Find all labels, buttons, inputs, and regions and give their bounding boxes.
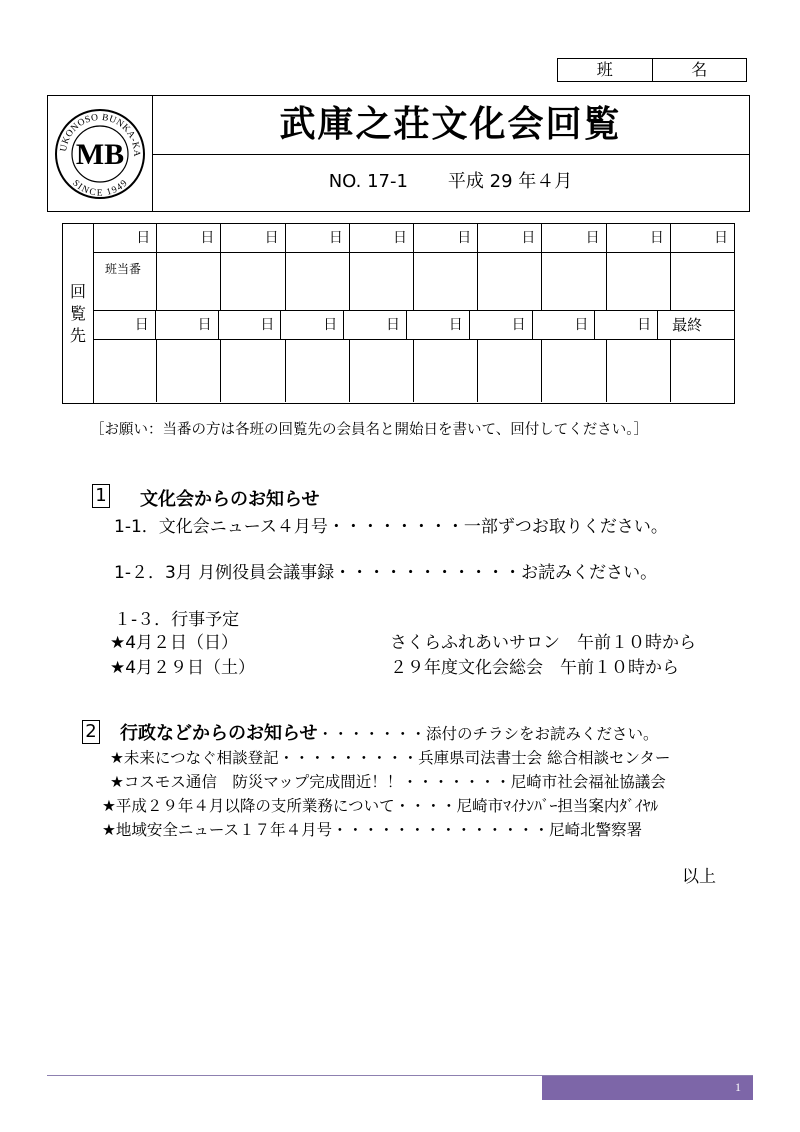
date-cell: 日 [281,311,344,339]
events-heading: １-３．行事予定 [114,610,240,630]
name-cell [607,339,671,402]
circulation-label [63,224,94,403]
date-cell: 日 [595,311,658,339]
name-label: 名 [691,60,708,79]
section-2-heading-line [120,719,658,745]
event-date: ★4月２日（日） [110,633,239,653]
date-cell: 日 [93,224,157,252]
date-cell: 日 [607,224,671,252]
date-cell: 日 [156,311,219,339]
name-cell [478,252,542,310]
footer-bar [542,1076,753,1100]
name-cell [671,252,734,310]
final-cell: 最終 [672,316,703,334]
date-cell: 日 [219,311,282,339]
date-cell: 日 [93,311,156,339]
logo-bottom-text: SINCE 1949 [70,178,130,199]
section-2-number: 2 [82,720,100,744]
section-1-number: 1 [92,484,110,508]
logo-monogram: MB [75,138,125,171]
date-cell: 日 [470,311,533,339]
date-cell: 日 [714,230,729,246]
name-cell [93,252,157,310]
date-cell: 日 [221,224,285,252]
duty-label: 班当番 [105,262,142,276]
circulation-label-char: 回 [69,281,86,301]
name-cell [414,339,478,402]
section-1-item: 1-２．3月 月例役員会議事録・・・・・・・・・・・お読みください。 [114,563,658,583]
circulation-label-char: 覧 [69,303,86,323]
name-cell [286,339,350,402]
section-2-item: ★地域安全ニュース１７年４月号・・・・・・・・・・・・・・尼崎北警察署 [102,821,643,839]
event-desc: さくらふれあいサロン 午前１０時から [390,633,696,653]
group-label: 班 [558,59,653,81]
name-cell [157,252,221,310]
date-cell: 日 [414,224,478,252]
date-cell: 日 [542,224,606,252]
section-2-item: ★未来につなぐ相談登記・・・・・・・・・兵庫県司法書士会 総合相談センター [110,749,671,767]
request-note: ［お願い：当番の方は各班の回覧先の会員名と開始日を書いて、回付してください。］ [90,422,648,438]
section-2-item: ★コスモス通信 防災マップ完成間近！！・・・・・・・尼崎市社会福祉協議会 [110,773,666,791]
circulation-grid [93,224,734,403]
date-cell: 日 [478,224,542,252]
issue-date: 平成 29 年４月 [447,171,573,192]
issue-info [152,154,749,211]
date-cell: 日 [407,311,470,339]
name-cell [221,252,285,310]
name-cell [350,252,414,310]
logo-top-text: UKONOSO BUNKA-KA [58,112,142,158]
page-title: 武庫之荘文化会回覧 [152,96,749,155]
name-cell [542,339,606,402]
name-cell [671,339,734,402]
name-cell [414,252,478,310]
name-row-1 [93,252,734,311]
mb-seal-logo [48,96,152,210]
name-cell [350,339,414,402]
page-number: 1 [735,1080,741,1094]
date-row-2 [93,311,734,340]
name-cell [93,339,157,402]
name-cell [542,252,606,310]
date-row-1 [93,224,734,253]
svg-text:SINCE 1949 [70,178,130,198]
name-cell [286,252,350,310]
name-cell [607,252,671,310]
date-cell: 日 [157,224,221,252]
newsletter-header [47,95,750,212]
name-cell [157,339,221,402]
name-row-2 [93,339,734,402]
circulation-label-char: 先 [69,325,86,345]
closing-text: 以上 [682,867,716,887]
event-desc: ２９年度文化会総会 午前１０時から [390,658,679,678]
date-cell: 日 [350,224,414,252]
logo-cell [48,96,153,211]
section-1-heading: 文化会からのお知らせ [140,489,320,510]
date-cell: 日 [533,311,596,339]
name-cell [478,339,542,402]
date-cell: 日 [344,311,407,339]
circulation-table [62,223,735,404]
section-2-heading-suffix: ・・・・・・・添付のチラシをお読みください。 [317,725,659,743]
event-date: ★4月２９日（土） [110,658,256,678]
group-name-box [557,58,747,82]
name-cell [221,339,285,402]
date-cell: 日 [286,224,350,252]
issue-number: NO. 17-1 [328,171,408,192]
section-2-heading: 行政などからのお知らせ [120,723,318,744]
section-2-item: ★平成２９年４月以降の支所業務について・・・・尼崎市ﾏｲﾅﾝﾊﾞｰ担当案内ﾀﾞｲﾔﾙ [102,797,659,815]
section-1-item: 1-1．文化会ニュース４月号・・・・・・・・一部ずつお取りください。 [114,517,668,537]
